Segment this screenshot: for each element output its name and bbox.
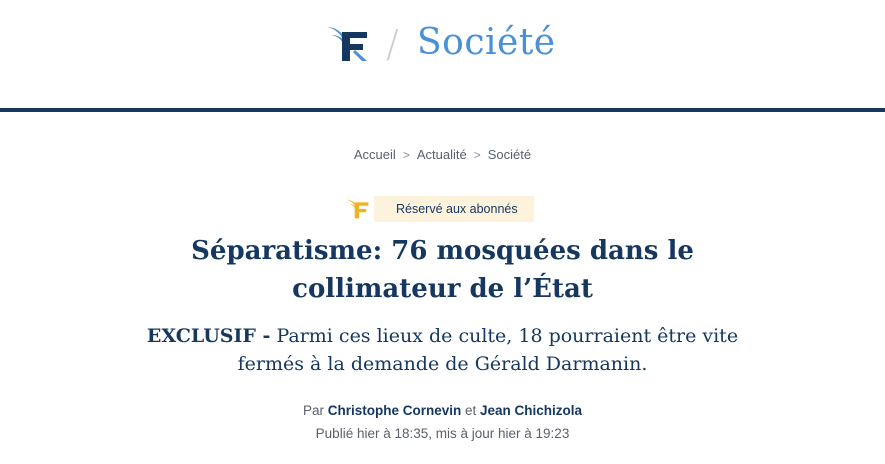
publication-dates: Publié hier à 18:35, mis à jour hier à 19:23 [315,426,570,441]
le-figaro-logo-icon[interactable] [327,24,369,64]
article-byline [0,403,885,418]
site-header [0,0,885,108]
exclusive-label: EXCLUSIF - [146,325,271,347]
byline-joiner: et [465,403,477,418]
breadcrumb-actualite[interactable]: Actualité [416,147,467,162]
section-title[interactable]: Société [417,22,556,63]
header-separator: / [386,22,399,66]
article-headline: Séparatisme: 76 mosquées dans le collimateur de l’État [191,236,694,304]
author-link-christophe-cornevin[interactable]: Christophe Cornevin [327,403,462,418]
breadcrumb-societe[interactable]: Société [487,147,532,162]
article-standfirst [140,322,745,378]
breadcrumb-accueil[interactable]: Accueil [353,147,396,162]
header-divider [0,108,885,112]
premium-badge [346,196,534,222]
byline-prefix: Par [302,403,324,418]
author-link-jean-chichizola[interactable]: Jean Chichizola [480,403,583,418]
breadcrumb-chevron-icon: > [402,148,410,162]
standfirst-text: Parmi ces lieux de culte, 18 pourraient être vite fermés à la demande de Gérald Darmanin. [237,325,739,375]
premium-figaro-icon [346,198,370,220]
premium-label: Réservé aux abonnés [374,196,534,222]
breadcrumb [0,147,885,162]
breadcrumb-chevron-icon: > [473,148,481,162]
